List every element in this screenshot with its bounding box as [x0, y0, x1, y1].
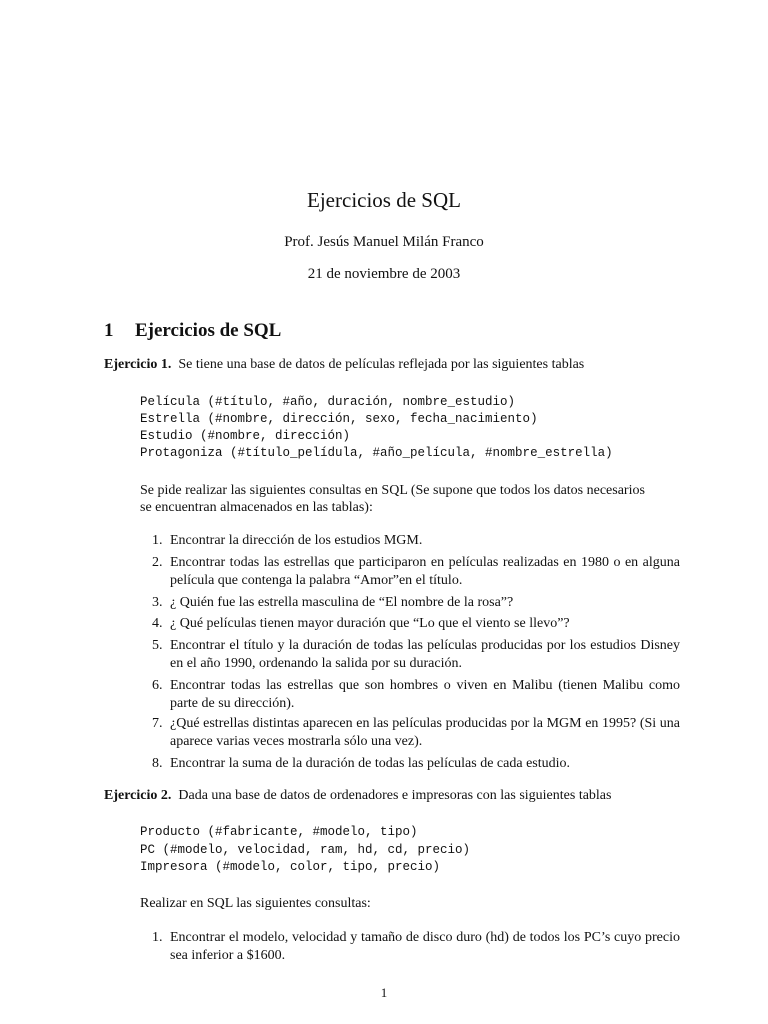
- list-item-number: 4.: [152, 616, 163, 631]
- list-item-number: 6.: [152, 678, 163, 693]
- list-item-text: Encontrar la suma de la duración de todas las películas de cada estudio.: [170, 756, 571, 771]
- list-item-number: 7.: [152, 716, 163, 731]
- table-definition: Producto (#fabricante, #modelo, tipo): [140, 825, 418, 839]
- list-item-number: 1.: [152, 930, 163, 945]
- table-definition: Impresora (#modelo, color, tipo, precio): [140, 860, 441, 874]
- exercise-2-label: Ejercicio 2.: [104, 788, 172, 803]
- list-item-text: ¿ Qué películas tienen mayor duración que “Lo que el viento se llevo”?: [170, 616, 570, 631]
- document-author: Prof. Jesús Manuel Milán Franco: [284, 234, 484, 250]
- list-item-number: 8.: [152, 756, 163, 771]
- exercise-1-intro: [104, 357, 584, 373]
- document-date: 21 de noviembre de 2003: [307, 266, 461, 282]
- list-item-text: Encontrar todas las estrellas que participaron en películas realizadas en 1980 o en alguna película que contenga la palabra “Amor”en el título.: [170, 555, 680, 588]
- document-title: Ejercicios de SQL: [307, 188, 461, 212]
- list-item-text: ¿Qué estrellas distintas aparecen en las películas producidas por la MGM en 1995? (Si una aparece varias veces mostrarla sólo una vez).: [170, 716, 680, 749]
- section-heading: [104, 320, 281, 342]
- exercise-1-label: Ejercicio 1.: [104, 357, 172, 372]
- list-item-text: ¿ Quién fue las estrella masculina de “El nombre de la rosa”?: [170, 595, 514, 610]
- list-item-text: Encontrar el modelo, velocidad y tamaño de disco duro (hd) de todos los PC’s cuyo precio sea inferior a $1600.: [170, 930, 680, 963]
- list-item-number: 1.: [152, 533, 163, 548]
- list-item-number: 5.: [152, 638, 163, 653]
- exercise-2-request: Realizar en SQL las siguientes consultas:: [140, 896, 371, 911]
- table-definition: Estrella (#nombre, dirección, sexo, fecha_nacimiento): [140, 412, 538, 426]
- exercise-1-intro-text: Se tiene una base de datos de películas reflejada por las siguientes tablas: [178, 357, 585, 372]
- table-definition: Protagoniza (#título_pelídula, #año_película, #nombre_estrella): [140, 446, 613, 460]
- exercise-2-intro: [104, 788, 611, 804]
- list-item-text: Encontrar todas las estrellas que son hombres o viven en Malibu (tienen Malibu como parte de su dirección).: [170, 678, 680, 711]
- list-item-number: 3.: [152, 595, 163, 610]
- table-definition: PC (#modelo, velocidad, ram, hd, cd, precio): [140, 843, 471, 857]
- list-item-number: 2.: [152, 555, 163, 570]
- exercise-2-intro-text: Dada una base de datos de ordenadores e impresoras con las siguientes tablas: [178, 788, 612, 803]
- exercise-1-request: Se pide realizar las siguientes consultas en SQL (Se supone que todos los datos necesarios: [140, 483, 645, 498]
- exercise-1-request-cont: se encuentran almacenados en las tablas):: [140, 500, 373, 515]
- list-item-text: Encontrar la dirección de los estudios MGM.: [170, 533, 423, 548]
- list-item-text: Encontrar el título y la duración de todas las películas producidas por los estudios Disney en el año 1990, ordenando la salida por su duración.: [170, 638, 680, 671]
- section-title: Ejercicios de SQL: [135, 320, 282, 341]
- table-definition: Estudio (#nombre, dirección): [140, 429, 351, 443]
- table-definition: Película (#título, #año, duración, nombre_estudio): [140, 395, 516, 409]
- page-number: 1: [380, 985, 388, 1000]
- section-number: 1: [104, 320, 114, 341]
